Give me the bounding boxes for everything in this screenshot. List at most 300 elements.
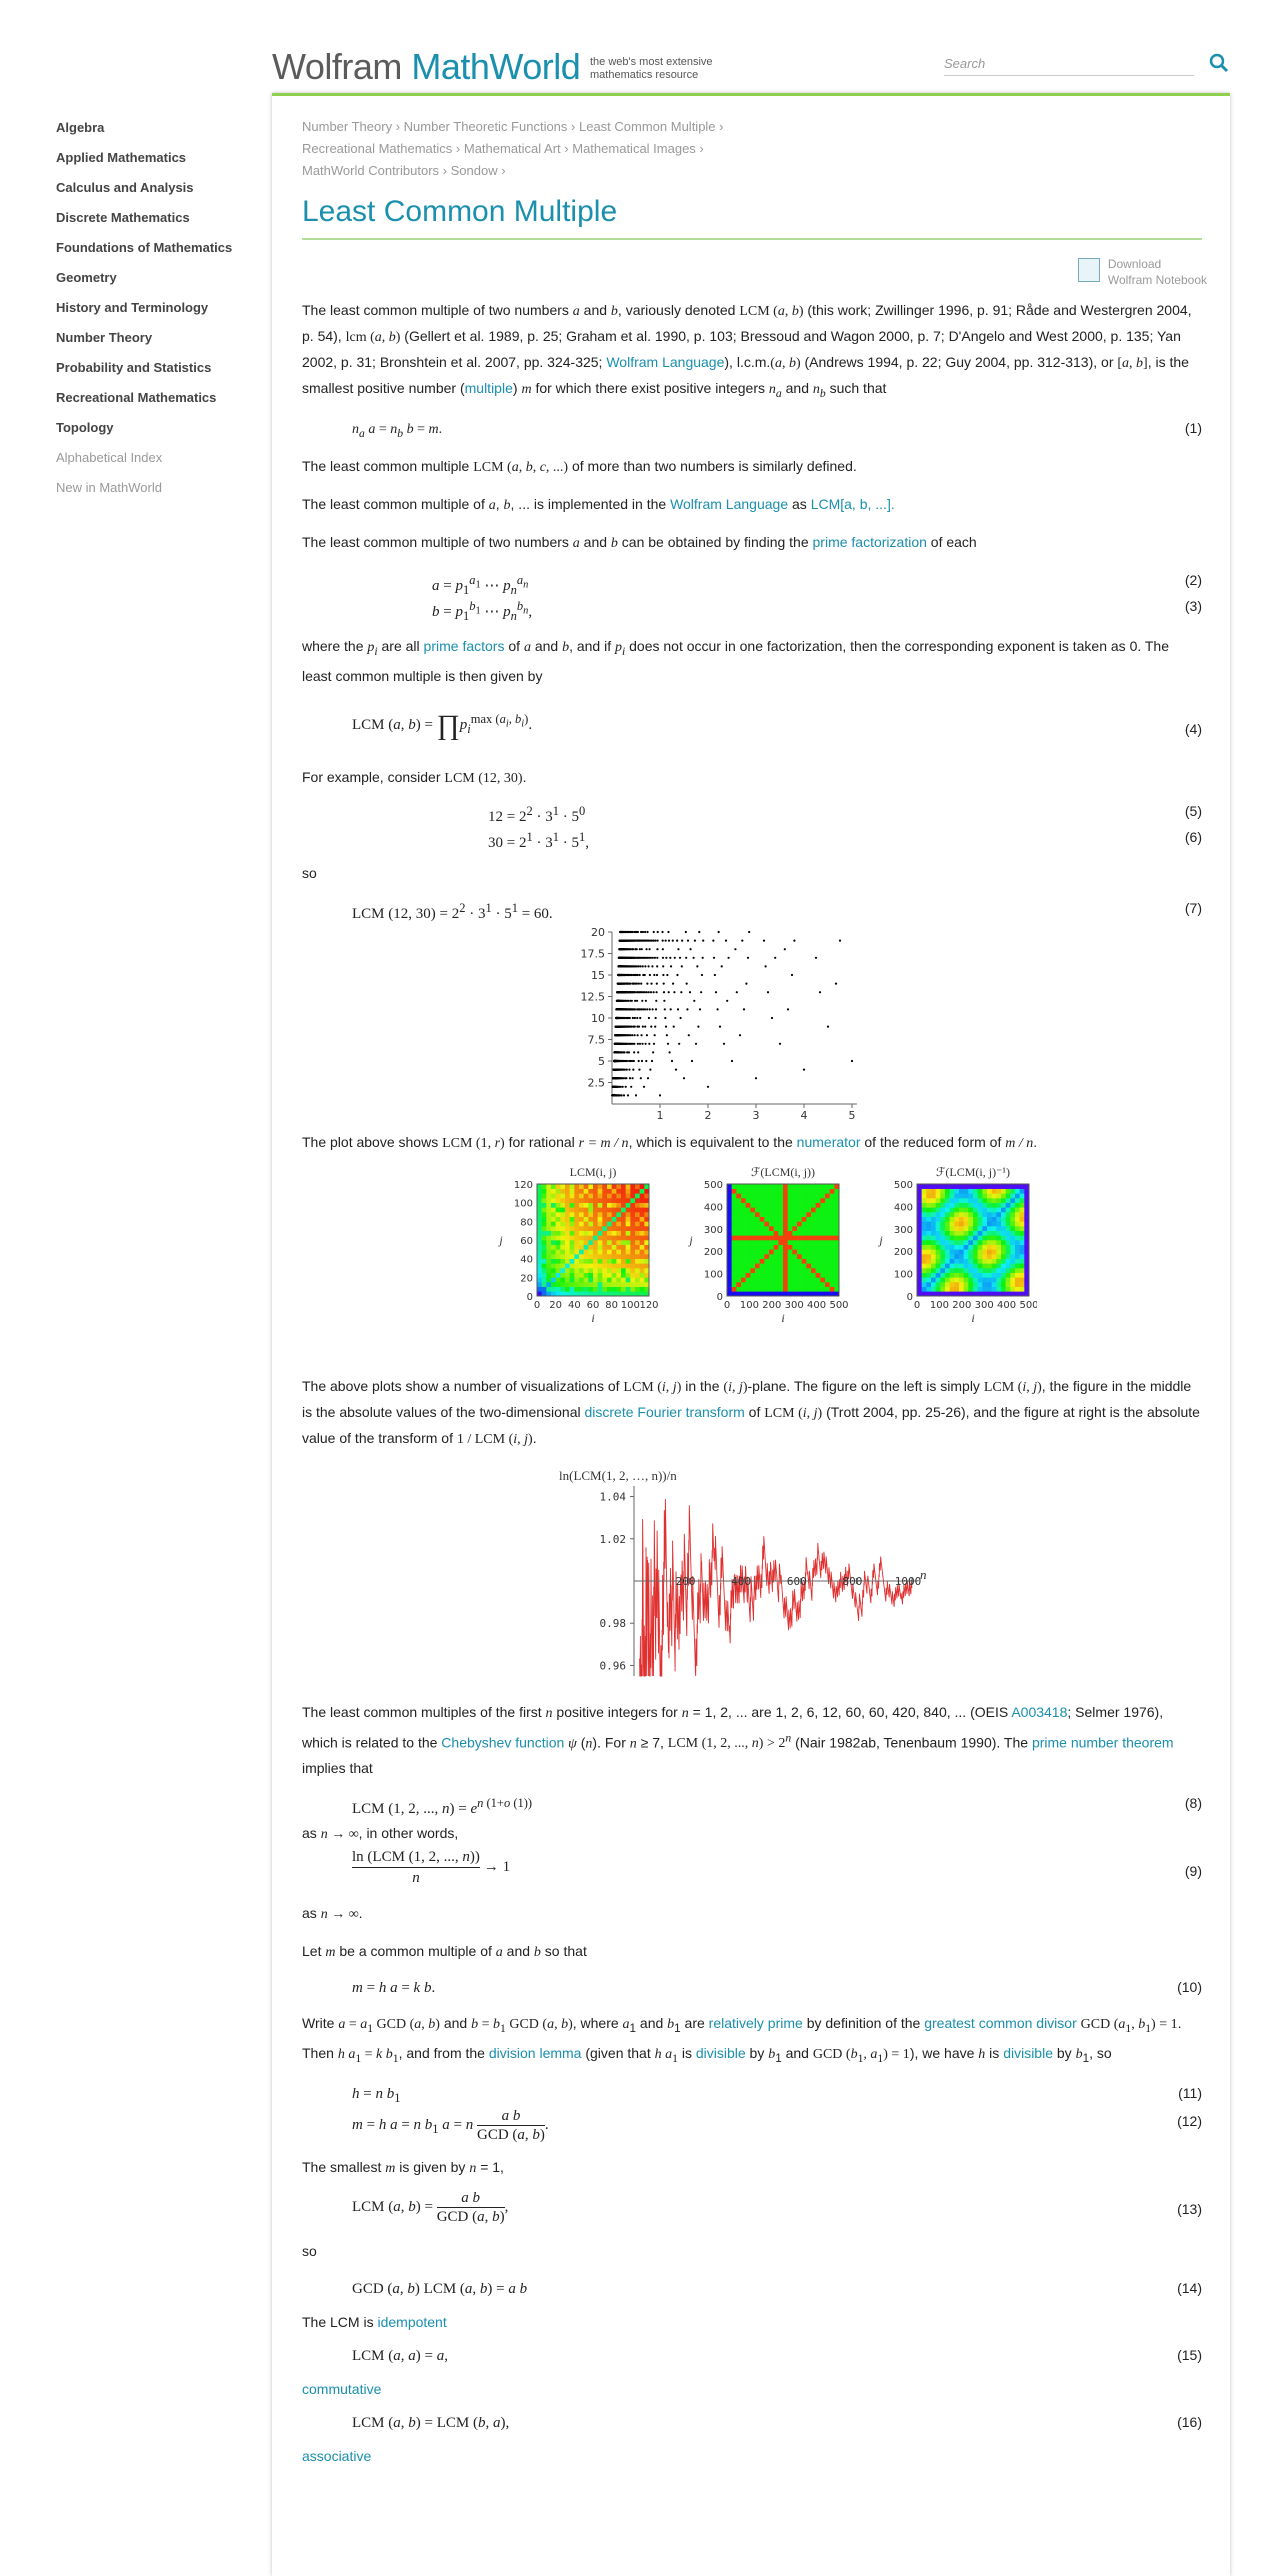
heatmap-cell bbox=[996, 1188, 1001, 1193]
equation-number: (15) bbox=[1177, 2346, 1202, 2363]
ln-lcm-line-plot bbox=[552, 1466, 1202, 1686]
heatmap-cell bbox=[537, 1263, 542, 1268]
heatmap-cell bbox=[950, 1244, 955, 1249]
heatmap-cell bbox=[825, 1244, 830, 1249]
heatmap-cell bbox=[816, 1230, 821, 1235]
heatmap-cell bbox=[579, 1221, 584, 1226]
y-tick-label: 0 bbox=[906, 1291, 913, 1303]
sidebar-item-history[interactable]: History and Terminology bbox=[56, 300, 209, 315]
data-point bbox=[656, 948, 658, 950]
heatmap-cell bbox=[551, 1282, 556, 1287]
associative-link[interactable]: associative bbox=[302, 2447, 372, 2464]
heatmap-cell bbox=[640, 1263, 645, 1268]
sidebar-item-discrete-mathematics[interactable]: Discrete Mathematics bbox=[56, 210, 190, 225]
heatmap-cell bbox=[570, 1277, 575, 1282]
data-point bbox=[649, 1068, 651, 1070]
heatmap-cell bbox=[574, 1226, 579, 1231]
heatmap-cell bbox=[811, 1226, 816, 1231]
heatmap-cell bbox=[551, 1268, 556, 1273]
paragraph: The least common multiples of the first n positive integers for n = 1, 2, ... are 1, 2, 6, 12, 60, 60, 420, 840, ... (OEIS A003418; Selmer 1976), which is related to the Chebyshev function ψ (n). For n ≥ 7, LCM (1, 2, ..., $n) > 2^n$ (Nair 1982ab, Tenenbaum 1990). The prime number theorem implies that bbox=[302, 1703, 1174, 1777]
heatmap-cell bbox=[936, 1286, 941, 1291]
heatmap-cell bbox=[727, 1230, 732, 1235]
sidebar-item-recreational[interactable]: Recreational Mathematics bbox=[56, 390, 217, 405]
heatmap-cell bbox=[783, 1188, 788, 1193]
heatmap-cell bbox=[746, 1226, 751, 1231]
heatmap-cell bbox=[1010, 1272, 1015, 1277]
data-point bbox=[678, 1042, 680, 1044]
paragraph: The least common multiple of two numbers a and b, variously denoted LCM (a, b) (this work; Zwillinger 1996, p. 91; Råde and Westergren 2004, p. 54), lcm (a, b) (Gellert et al. 1989, p. 25; Graham et al. 1990, p. 103; Bressoud and Wagon 2000, p. 7; D'Angelo and West 2000, p. 135; Yan 2002, p. 31; Bronshtein et al. 2007, pp. 324-325; Wolfram Language), l.c.m.(a, b) (Andrews 1994, p. 22; Guy 2004, pp. 312-313), or [a, b], is the smallest positive number (multiple) m for which there exist positive integers $n_a$ and $n_b$ such that bbox=[302, 302, 1192, 400]
heatmap-cell bbox=[959, 1235, 964, 1240]
heatmap-cell bbox=[560, 1212, 565, 1217]
heatmap-cell bbox=[1001, 1263, 1006, 1268]
heatmap-cell bbox=[746, 1254, 751, 1259]
y-tick-label: 400 bbox=[893, 1201, 913, 1213]
heatmap-cell bbox=[1001, 1216, 1006, 1221]
numerator-link[interactable]: numerator bbox=[796, 1133, 861, 1150]
heatmap-cell bbox=[560, 1240, 565, 1245]
heatmap-cell bbox=[964, 1254, 969, 1259]
prime-factorization-link[interactable]: prime factorization bbox=[812, 533, 927, 550]
heatmap-cell bbox=[626, 1226, 631, 1231]
data-point bbox=[622, 1085, 624, 1087]
heatmap-cell bbox=[621, 1235, 626, 1240]
data-point bbox=[640, 1077, 642, 1079]
heatmap-cell bbox=[774, 1226, 779, 1231]
heatmap-cell bbox=[732, 1249, 737, 1254]
data-point bbox=[662, 939, 664, 941]
divisible-link-2[interactable]: divisible bbox=[1003, 2045, 1053, 2062]
heatmap-cell bbox=[764, 1188, 769, 1193]
heatmap-cell bbox=[950, 1184, 955, 1189]
heatmap-cell bbox=[982, 1272, 987, 1277]
heatmap-cell bbox=[635, 1249, 640, 1254]
heatmap-cell bbox=[630, 1188, 635, 1193]
heatmap-cell bbox=[570, 1286, 575, 1291]
heatmap-cell bbox=[778, 1202, 783, 1207]
heatmap-cell bbox=[584, 1254, 589, 1259]
heatmap-cell bbox=[1015, 1212, 1020, 1217]
heatmap-cell bbox=[783, 1226, 788, 1231]
breadcrumb-link[interactable]: Sondow bbox=[450, 163, 498, 178]
gcd-link[interactable]: greatest common divisor bbox=[924, 2015, 1077, 2032]
heatmap-cell bbox=[607, 1272, 612, 1277]
heatmap-cell bbox=[811, 1272, 816, 1277]
heatmap-cell bbox=[598, 1212, 603, 1217]
heatmap-cell bbox=[584, 1249, 589, 1254]
data-point bbox=[670, 1008, 672, 1010]
heatmap-cell bbox=[982, 1226, 987, 1231]
data-point bbox=[687, 939, 689, 941]
heatmap-cell bbox=[732, 1216, 737, 1221]
heatmap-cell bbox=[769, 1263, 774, 1268]
heatmap-cell bbox=[802, 1226, 807, 1231]
heatmap-cell bbox=[630, 1268, 635, 1273]
idempotent-link[interactable]: idempotent bbox=[377, 2313, 447, 2330]
prime-factors-link[interactable]: prime factors bbox=[423, 637, 505, 654]
heatmap-cell bbox=[950, 1226, 955, 1231]
chebyshev-function-link[interactable]: Chebyshev function bbox=[441, 1734, 565, 1751]
heatmap-cell bbox=[560, 1268, 565, 1273]
heatmap-cell bbox=[602, 1277, 607, 1282]
heatmap-cell bbox=[565, 1188, 570, 1193]
heatmap-cell bbox=[598, 1258, 603, 1263]
oeis-link[interactable]: A003418 bbox=[1011, 1703, 1068, 1720]
data-point bbox=[663, 999, 665, 1001]
heatmap-cell bbox=[1015, 1277, 1020, 1282]
heatmap-cell bbox=[931, 1272, 936, 1277]
divisible-link[interactable]: divisible bbox=[695, 2045, 746, 2062]
heatmap-cell bbox=[1006, 1202, 1011, 1207]
heatmap-cell bbox=[732, 1286, 737, 1291]
heatmap-cell bbox=[788, 1230, 793, 1235]
heatmap-cell bbox=[922, 1258, 927, 1263]
heatmap-cell bbox=[959, 1249, 964, 1254]
heatmap-cell bbox=[922, 1282, 927, 1287]
heatmap-cell bbox=[987, 1263, 992, 1268]
heatmap-cell bbox=[973, 1212, 978, 1217]
heatmap-cell bbox=[954, 1216, 959, 1221]
heatmap-cell bbox=[996, 1268, 1001, 1273]
heatmap-cell bbox=[630, 1198, 635, 1203]
heatmap-cell bbox=[992, 1212, 997, 1217]
data-point bbox=[644, 1008, 646, 1010]
heatmap-cell bbox=[565, 1193, 570, 1198]
heatmap-cell bbox=[727, 1216, 732, 1221]
x-axis-label: i bbox=[971, 1310, 975, 1325]
heatmap-cell bbox=[954, 1263, 959, 1268]
heatmap-cell bbox=[565, 1254, 570, 1259]
heatmap-cell bbox=[792, 1254, 797, 1259]
heatmap-cell bbox=[940, 1212, 945, 1217]
heatmap-cell bbox=[584, 1221, 589, 1226]
heatmap-cell bbox=[982, 1207, 987, 1212]
multiple-link[interactable]: multiple bbox=[464, 380, 513, 396]
heatmap-cell bbox=[802, 1184, 807, 1189]
heatmap-cell bbox=[978, 1188, 983, 1193]
heatmap-cell bbox=[982, 1249, 987, 1254]
data-point bbox=[667, 930, 669, 932]
data-point bbox=[640, 930, 642, 932]
heatmap-cell bbox=[1015, 1188, 1020, 1193]
heatmap-cell bbox=[612, 1193, 617, 1198]
heatmap-cell bbox=[992, 1268, 997, 1273]
heatmap-cell bbox=[917, 1249, 922, 1254]
heatmap-cell bbox=[750, 1272, 755, 1277]
breadcrumb-link[interactable]: Number Theory bbox=[302, 119, 393, 134]
heatmap-cell bbox=[830, 1277, 835, 1282]
sidebar-item-probability[interactable]: Probability and Statistics bbox=[56, 360, 212, 375]
heatmap-cell bbox=[1020, 1226, 1025, 1231]
heatmap-cell bbox=[1015, 1230, 1020, 1235]
data-point bbox=[702, 956, 704, 958]
data-point bbox=[656, 973, 658, 975]
heatmap-cell bbox=[783, 1244, 788, 1249]
heatmap-cell bbox=[940, 1268, 945, 1273]
heatmap-cell bbox=[551, 1263, 556, 1268]
heatmap-cell bbox=[556, 1272, 561, 1277]
data-point bbox=[643, 1085, 645, 1087]
relatively-prime-link[interactable]: relatively prime bbox=[708, 2015, 803, 2032]
sidebar-item-applied-mathematics[interactable]: Applied Mathematics bbox=[56, 150, 187, 165]
heatmap-cell bbox=[621, 1282, 626, 1287]
data-point bbox=[614, 1034, 616, 1036]
heatmap-cell bbox=[616, 1212, 621, 1217]
breadcrumb-link[interactable]: Number Theoretic Functions bbox=[403, 119, 568, 134]
x-tick-label: 1000 bbox=[894, 1574, 922, 1588]
breadcrumb-link[interactable]: Least Common Multiple bbox=[578, 119, 716, 134]
heatmap-cell bbox=[940, 1258, 945, 1263]
x-tick-label: 80 bbox=[605, 1299, 619, 1311]
heatmap-cell bbox=[1001, 1212, 1006, 1217]
sidebar-item-alphabetical-index[interactable]: Alphabetical Index bbox=[56, 450, 163, 465]
heatmap-cell bbox=[816, 1244, 821, 1249]
heatmap-cell bbox=[936, 1240, 941, 1245]
heatmap-cell bbox=[560, 1184, 565, 1189]
heatmap-cell bbox=[797, 1226, 802, 1231]
heatmap-cell bbox=[560, 1286, 565, 1291]
heatmap-cell bbox=[546, 1184, 551, 1189]
heatmap-cell bbox=[546, 1230, 551, 1235]
sidebar-item-geometry[interactable]: Geometry bbox=[56, 270, 117, 285]
heatmap-cell bbox=[959, 1212, 964, 1217]
heatmap-cell bbox=[1010, 1202, 1015, 1207]
sidebar-item-topology[interactable]: Topology bbox=[56, 420, 114, 435]
data-point bbox=[827, 1025, 829, 1027]
heatmap-title: LCM(i, j) bbox=[569, 1164, 617, 1179]
heatmap-cell bbox=[769, 1249, 774, 1254]
heatmap-cell bbox=[816, 1282, 821, 1287]
data-point bbox=[665, 1025, 667, 1027]
heatmap-cell bbox=[968, 1263, 973, 1268]
heatmap-cell bbox=[968, 1216, 973, 1221]
heatmap-cell bbox=[579, 1184, 584, 1189]
heatmap-cell bbox=[607, 1263, 612, 1268]
heatmap-cell bbox=[936, 1216, 941, 1221]
heatmap-cell bbox=[992, 1230, 997, 1235]
heatmap-cell bbox=[783, 1212, 788, 1217]
heatmap-cell bbox=[736, 1202, 741, 1207]
download-notebook-link[interactable] bbox=[1108, 256, 1207, 288]
heatmap-cell bbox=[774, 1193, 779, 1198]
heatmap-cell bbox=[612, 1286, 617, 1291]
heatmap-cell bbox=[1015, 1216, 1020, 1221]
heatmap-cell bbox=[1015, 1254, 1020, 1259]
data-point bbox=[616, 999, 618, 1001]
data-point bbox=[644, 930, 646, 932]
sidebar-item-algebra[interactable]: Algebra bbox=[56, 120, 105, 135]
heatmap-cell bbox=[593, 1249, 598, 1254]
heatmap-cell bbox=[802, 1286, 807, 1291]
heatmap-cell bbox=[764, 1272, 769, 1277]
heatmap-cell bbox=[788, 1254, 793, 1259]
heatmap-cell bbox=[750, 1240, 755, 1245]
heatmap-cell bbox=[621, 1230, 626, 1235]
heatmap-cell bbox=[570, 1188, 575, 1193]
data-point bbox=[671, 1059, 673, 1061]
heatmap-cell bbox=[917, 1268, 922, 1273]
heatmap-cell bbox=[736, 1235, 741, 1240]
heatmap-cell bbox=[992, 1221, 997, 1226]
heatmap-cell bbox=[931, 1249, 936, 1254]
heatmap-cell bbox=[732, 1198, 737, 1203]
wolfram-language-link-2[interactable]: Wolfram Language bbox=[670, 495, 789, 512]
data-point bbox=[726, 999, 728, 1001]
heatmap-cell bbox=[746, 1244, 751, 1249]
data-point bbox=[719, 1025, 721, 1027]
dft-link[interactable]: discrete Fourier transform bbox=[584, 1403, 745, 1420]
heatmap-cell bbox=[621, 1263, 626, 1268]
heatmap-cell bbox=[741, 1286, 746, 1291]
breadcrumb-link[interactable]: MathWorld Contributors bbox=[302, 163, 440, 178]
data-point bbox=[617, 982, 619, 984]
heatmap-cell bbox=[537, 1216, 542, 1221]
equation: h = n $b_1$ (11) bbox=[302, 2081, 1202, 2107]
heatmap-cell bbox=[987, 1272, 992, 1277]
heatmap-cell bbox=[982, 1263, 987, 1268]
heatmap-cell bbox=[811, 1230, 816, 1235]
heatmap-cell bbox=[560, 1244, 565, 1249]
heatmap-cell bbox=[574, 1188, 579, 1193]
breadcrumb-link[interactable]: Recreational Mathematics bbox=[302, 141, 453, 156]
heatmap-cell bbox=[802, 1272, 807, 1277]
y-tick-label: 12.5 bbox=[580, 990, 605, 1004]
wolfram-language-link[interactable]: Wolfram Language bbox=[606, 354, 725, 370]
heatmap-cell bbox=[978, 1202, 983, 1207]
x-tick-label: 400 bbox=[731, 1574, 752, 1588]
heatmap-cell bbox=[936, 1212, 941, 1217]
equation-number: (6) bbox=[1184, 828, 1202, 845]
data-point bbox=[650, 991, 652, 993]
site-logo[interactable] bbox=[272, 46, 580, 88]
commutative-link[interactable]: commutative bbox=[302, 2380, 382, 2397]
heatmap-cell bbox=[602, 1221, 607, 1226]
heatmap-cell bbox=[621, 1221, 626, 1226]
breadcrumb-link[interactable]: Mathematical Images bbox=[572, 141, 696, 156]
heatmap-cell bbox=[917, 1254, 922, 1259]
division-lemma-link[interactable]: division lemma bbox=[488, 2045, 582, 2062]
heatmap-cell bbox=[565, 1282, 570, 1287]
sidebar-item-foundations[interactable]: Foundations of Mathematics bbox=[56, 240, 233, 255]
prime-number-theorem-link[interactable]: prime number theorem bbox=[1031, 1734, 1174, 1751]
heatmap-cell bbox=[769, 1226, 774, 1231]
heatmap-cell bbox=[574, 1282, 579, 1287]
heatmap-cell bbox=[579, 1216, 584, 1221]
heatmap-cell bbox=[992, 1198, 997, 1203]
heatmap-cell bbox=[945, 1207, 950, 1212]
heatmap-cell bbox=[987, 1249, 992, 1254]
heatmap-cell bbox=[797, 1286, 802, 1291]
heatmap-cell bbox=[820, 1202, 825, 1207]
heatmap-cell bbox=[931, 1254, 936, 1259]
heatmap-cell bbox=[542, 1268, 547, 1273]
x-tick-label: 1 bbox=[656, 1108, 664, 1122]
heatmap-cell bbox=[917, 1198, 922, 1203]
sidebar-item-new-in-mathworld[interactable]: New in MathWorld bbox=[56, 480, 162, 495]
heatmap-cell bbox=[769, 1235, 774, 1240]
search-button[interactable] bbox=[1208, 52, 1232, 76]
heatmap-cell bbox=[626, 1193, 631, 1198]
lcm-function-link[interactable]: LCM bbox=[810, 495, 841, 512]
heatmap-cell bbox=[950, 1202, 955, 1207]
heatmap-cell bbox=[936, 1188, 941, 1193]
search-input[interactable] bbox=[944, 56, 1194, 76]
heatmap-cell bbox=[640, 1226, 645, 1231]
heatmap-cell bbox=[996, 1258, 1001, 1263]
heatmap-cell bbox=[551, 1212, 556, 1217]
heatmap-cell bbox=[816, 1198, 821, 1203]
heatmap-cell bbox=[783, 1258, 788, 1263]
heatmap-cell bbox=[996, 1254, 1001, 1259]
breadcrumb-link[interactable]: Mathematical Art bbox=[463, 141, 561, 156]
data-point bbox=[629, 1077, 631, 1079]
heatmap-cell bbox=[797, 1202, 802, 1207]
sidebar-item-number-theory[interactable]: Number Theory bbox=[56, 330, 153, 345]
heatmap-cell bbox=[598, 1188, 603, 1193]
heatmap-cell bbox=[802, 1282, 807, 1287]
heatmap-cell bbox=[959, 1207, 964, 1212]
data-point bbox=[672, 939, 674, 941]
equation: $30 = 2^1 \cdot 3^1 \cdot 5^1$, (6) bbox=[302, 825, 1202, 851]
heatmap-cell bbox=[746, 1207, 751, 1212]
heatmap-cell bbox=[551, 1221, 556, 1226]
data-point bbox=[626, 1068, 628, 1070]
sidebar-item-calculus-and-analysis[interactable]: Calculus and Analysis bbox=[56, 180, 194, 195]
heatmap-cell bbox=[978, 1240, 983, 1245]
data-point bbox=[650, 982, 652, 984]
heatmap-cell bbox=[635, 1198, 640, 1203]
heatmap-cell bbox=[926, 1258, 931, 1263]
heatmap-cell bbox=[802, 1240, 807, 1245]
heatmap-cell bbox=[783, 1272, 788, 1277]
heatmap-cell bbox=[727, 1202, 732, 1207]
data-point bbox=[725, 939, 727, 941]
heatmap-cell bbox=[736, 1221, 741, 1226]
heatmap-cell bbox=[612, 1226, 617, 1231]
heatmap-cell bbox=[792, 1188, 797, 1193]
heatmap-cell bbox=[987, 1240, 992, 1245]
y-tick-label: 0.98 bbox=[599, 1616, 626, 1630]
heatmap-cell bbox=[811, 1216, 816, 1221]
data-point bbox=[636, 1025, 638, 1027]
data-point bbox=[616, 991, 618, 993]
data-point bbox=[745, 982, 747, 984]
heatmap-cell bbox=[556, 1221, 561, 1226]
data-point bbox=[638, 982, 640, 984]
heatmap-cell bbox=[612, 1184, 617, 1189]
heatmap-cell bbox=[830, 1282, 835, 1287]
heatmap-cell bbox=[542, 1198, 547, 1203]
heatmap-cell bbox=[922, 1277, 927, 1282]
data-point bbox=[632, 1068, 634, 1070]
heatmap-cell bbox=[774, 1184, 779, 1189]
equation: LCM (a, a) = a, (15) bbox=[302, 2343, 1202, 2369]
equation: $n_a$ $a = n_b$ b = m. (1) bbox=[302, 416, 1202, 442]
heatmap-cell bbox=[973, 1221, 978, 1226]
heatmap-cell bbox=[996, 1272, 1001, 1277]
heatmap-cell bbox=[950, 1286, 955, 1291]
heatmap-cell bbox=[806, 1207, 811, 1212]
heatmap-cell bbox=[1010, 1193, 1015, 1198]
heatmap-cell bbox=[1001, 1188, 1006, 1193]
data-point bbox=[662, 948, 664, 950]
data-point bbox=[835, 982, 837, 984]
heatmap-cell bbox=[612, 1221, 617, 1226]
data-point bbox=[767, 991, 769, 993]
heatmap-cell bbox=[598, 1198, 603, 1203]
heatmap-cell bbox=[537, 1254, 542, 1259]
heatmap-cell bbox=[588, 1184, 593, 1189]
data-point bbox=[689, 991, 691, 993]
